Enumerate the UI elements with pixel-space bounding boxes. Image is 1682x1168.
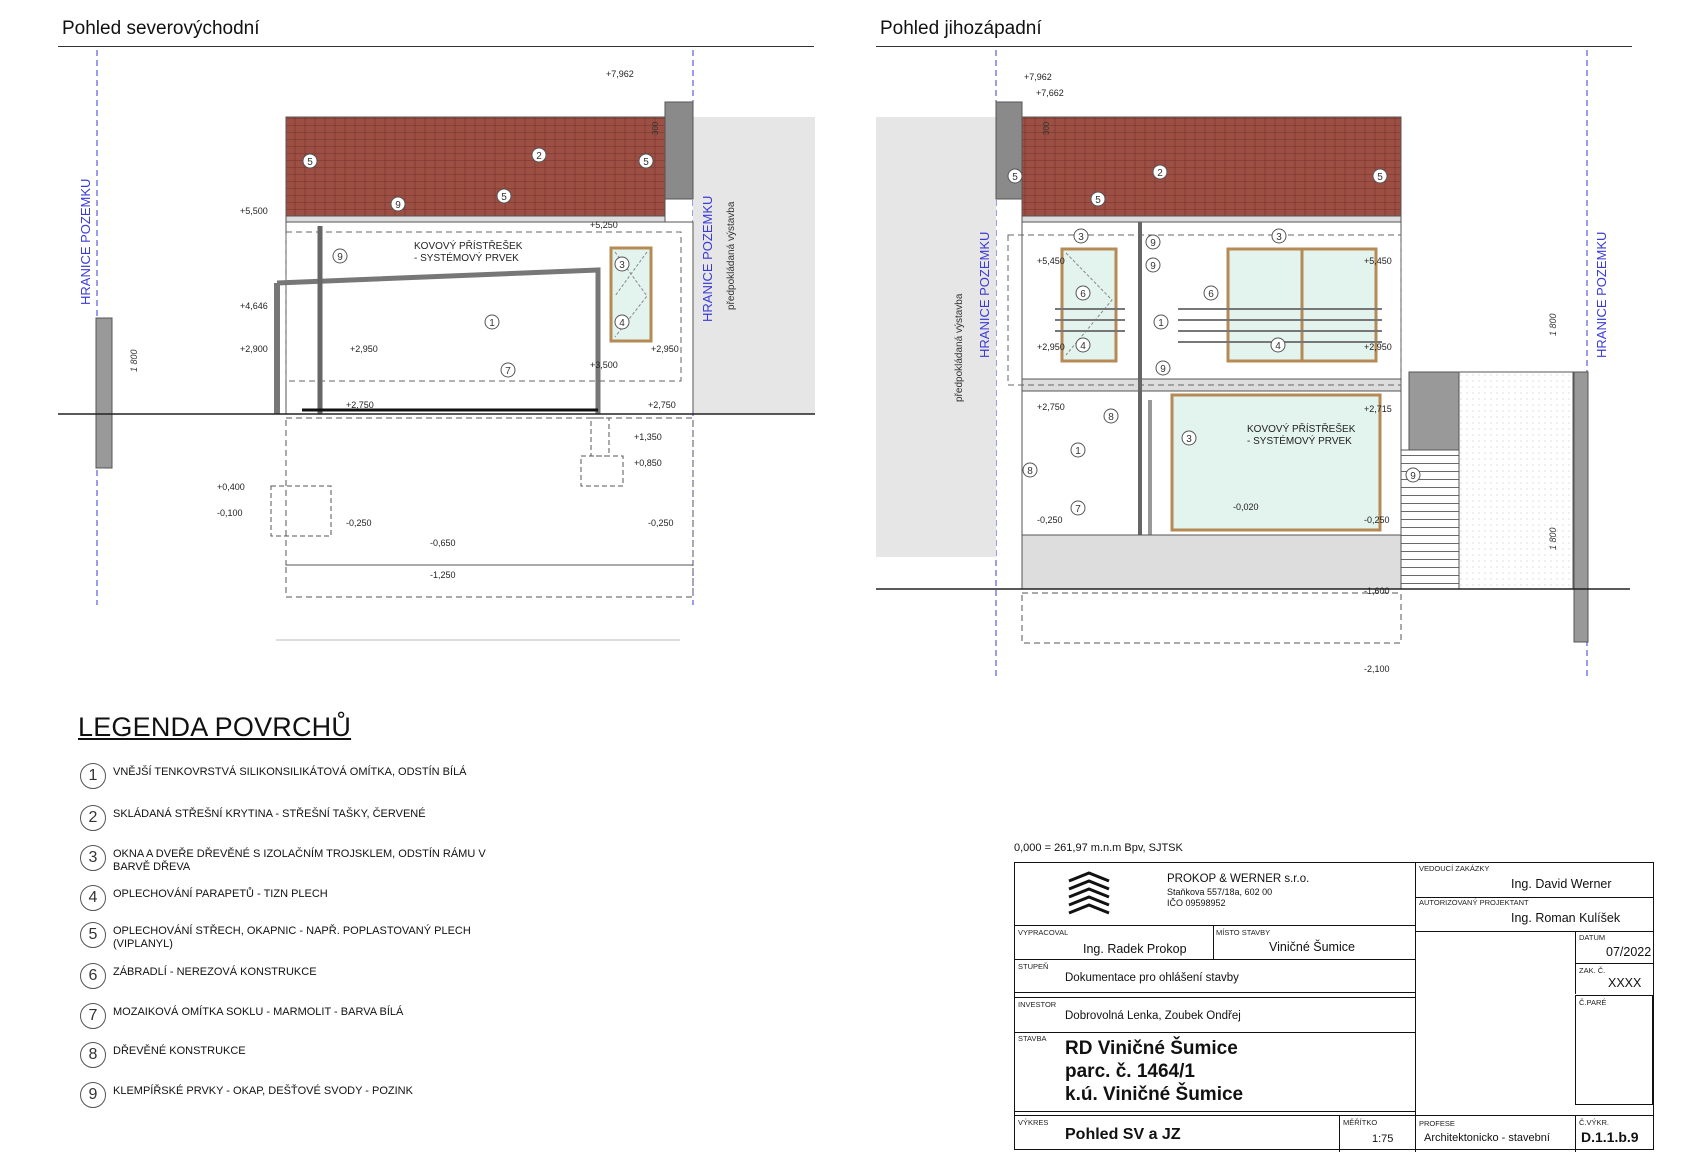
vypracoval-cell: VYPRACOVAL Ing. Radek Prokop bbox=[1015, 925, 1214, 960]
legend-number: 5 bbox=[80, 922, 106, 948]
plinth bbox=[1022, 535, 1401, 589]
svg-text:+2,750: +2,750 bbox=[346, 400, 374, 410]
svg-text:7: 7 bbox=[1075, 504, 1081, 515]
svg-text:-0,250: -0,250 bbox=[1037, 515, 1063, 525]
svg-text:7: 7 bbox=[505, 366, 511, 377]
sliding-door bbox=[1172, 395, 1380, 530]
svg-text:2: 2 bbox=[1157, 168, 1163, 179]
legend-item bbox=[80, 763, 520, 795]
svg-text:6: 6 bbox=[1208, 289, 1214, 300]
legend-text: OPLECHOVÁNÍ STŘECH, OKAPNIC - NAPŘ. POPLASTOVANÝ PLECH (VIPLANYL) bbox=[113, 925, 471, 950]
roof-tiles bbox=[286, 117, 665, 217]
svg-text:8: 8 bbox=[1108, 412, 1114, 423]
svg-text:+2,950: +2,950 bbox=[1037, 342, 1065, 352]
svg-text:4: 4 bbox=[619, 318, 625, 329]
legend-text: ZÁBRADLÍ - NEREZOVÁ KONSTRUKCE bbox=[113, 966, 317, 978]
view-title-southwest: Pohled jihozápadní bbox=[880, 18, 1042, 39]
legend-text: MOZAIKOVÁ OMÍTKA SOKLU - MARMOLIT - BARVA BÍLÁ bbox=[113, 1006, 404, 1018]
legend-item bbox=[80, 1082, 520, 1114]
svg-text:4: 4 bbox=[1275, 341, 1281, 352]
svg-text:+2,750: +2,750 bbox=[1037, 402, 1065, 412]
svg-text:-1,250: -1,250 bbox=[430, 570, 456, 580]
svg-text:5: 5 bbox=[307, 157, 313, 168]
svg-text:+7,662: +7,662 bbox=[1036, 88, 1064, 98]
boundary-label: HRANICE POZEMKU bbox=[1594, 231, 1609, 358]
svg-text:1: 1 bbox=[489, 318, 495, 329]
neighbour-label: předpokládaná výstavba bbox=[726, 201, 737, 310]
legend-item bbox=[80, 845, 520, 877]
svg-text:+5,250: +5,250 bbox=[590, 220, 618, 230]
datum-note: 0,000 = 261,97 m.n.m Bpv, SJTSK bbox=[1014, 842, 1183, 854]
company-address: Staňkova 557/18a, 602 00 bbox=[1167, 887, 1273, 897]
svg-text:5: 5 bbox=[1095, 195, 1101, 206]
svg-text:5: 5 bbox=[1377, 172, 1383, 183]
svg-text:+5,450: +5,450 bbox=[1364, 256, 1392, 266]
legend-number: 6 bbox=[80, 963, 106, 989]
view-title-northeast: Pohled severovýchodní bbox=[62, 18, 260, 39]
northeast-elevation bbox=[58, 50, 815, 640]
drawing-number: D.1.1.b.9 bbox=[1581, 1129, 1639, 1145]
svg-text:+2,950: +2,950 bbox=[350, 344, 378, 354]
roof-tiles bbox=[1022, 117, 1401, 217]
svg-text:-0,250: -0,250 bbox=[346, 518, 372, 528]
svg-text:+0,400: +0,400 bbox=[217, 482, 245, 492]
legend-item bbox=[80, 922, 520, 954]
carport-label: - SYSTÉMOVÝ PRVEK bbox=[1247, 436, 1352, 447]
legend-text: OPLECHOVÁNÍ PARAPETŮ - TIZN PLECH bbox=[113, 888, 328, 900]
dim-1800: 1 800 bbox=[1548, 313, 1558, 336]
chimney bbox=[665, 102, 693, 199]
svg-text:-0,020: -0,020 bbox=[1233, 502, 1259, 512]
company-ico: IČO 09598952 bbox=[1167, 898, 1226, 908]
chimney bbox=[996, 102, 1022, 199]
boundary-label: HRANICE POZEMKU bbox=[78, 178, 93, 305]
legend-number: 3 bbox=[80, 845, 106, 871]
fence-post bbox=[1574, 372, 1588, 642]
svg-text:5: 5 bbox=[1012, 172, 1018, 183]
svg-text:1: 1 bbox=[1075, 446, 1081, 457]
stupen-cell: STUPEŇ Dokumentace pro ohlášení stavby bbox=[1015, 959, 1415, 993]
svg-text:2: 2 bbox=[536, 151, 542, 162]
zak-cell: ZAK. Č. XXXX bbox=[1575, 963, 1654, 994]
boundary-label: HRANICE POZEMKU bbox=[977, 231, 992, 358]
svg-text:-2,100: -2,100 bbox=[1364, 664, 1390, 674]
stavba-cell: STAVBA RD Viničné Šumice parc. č. 1464/1 k.ú. Viničné Šumice bbox=[1015, 1031, 1415, 1112]
svg-text:3: 3 bbox=[1186, 434, 1192, 445]
svg-text:+0,850: +0,850 bbox=[634, 458, 662, 468]
legend-text: KLEMPÍŘSKÉ PRVKY - OKAP, DEŠŤOVÉ SVODY - POZINK bbox=[113, 1085, 413, 1097]
svg-text:4: 4 bbox=[1080, 341, 1086, 352]
legend-number: 9 bbox=[80, 1082, 106, 1108]
dim-1800: 1 800 bbox=[1548, 527, 1558, 550]
dim-300: 300 bbox=[651, 121, 660, 135]
drawing-name: Pohled SV a JZ bbox=[1065, 1126, 1181, 1143]
svg-text:+4,646: +4,646 bbox=[240, 301, 268, 311]
company-name: PROKOP & WERNER s.r.o. bbox=[1167, 873, 1310, 885]
legend-item bbox=[80, 1003, 520, 1035]
legend-number: 1 bbox=[80, 763, 106, 789]
svg-text:-1,600: -1,600 bbox=[1364, 586, 1390, 596]
fence-post bbox=[96, 318, 112, 468]
neighbour-label: předpokládaná výstavba bbox=[954, 293, 965, 402]
boundary-label: HRANICE POZEMKU bbox=[700, 195, 715, 322]
legend-text: VNĚJŠÍ TENKOVRSTVÁ SILIKONSILIKÁTOVÁ OMÍTKA, ODSTÍN BÍLÁ bbox=[113, 766, 467, 778]
svg-text:+2,950: +2,950 bbox=[651, 344, 679, 354]
svg-text:3: 3 bbox=[1078, 232, 1084, 243]
southwest-elevation bbox=[876, 50, 1630, 680]
svg-text:9: 9 bbox=[1150, 261, 1156, 272]
svg-text:+1,350: +1,350 bbox=[634, 432, 662, 442]
legend-number: 2 bbox=[80, 805, 106, 831]
dim-300: 300 bbox=[1042, 121, 1051, 135]
svg-text:+2,950: +2,950 bbox=[1364, 342, 1392, 352]
svg-text:9: 9 bbox=[1410, 471, 1416, 482]
pare-cell: Č.PARÉ bbox=[1575, 995, 1653, 1105]
legend-item bbox=[80, 885, 520, 917]
company-logo-icon bbox=[1065, 871, 1115, 923]
svg-text:6: 6 bbox=[1080, 289, 1086, 300]
carport-label: KOVOVÝ PŘÍSTŘEŠEK bbox=[414, 241, 523, 252]
svg-text:-0,100: -0,100 bbox=[217, 508, 243, 518]
misto-cell: MÍSTO STAVBY Viničné Šumice bbox=[1213, 925, 1415, 960]
investor-cell: INVESTOR Dobrovolná Lenka, Zoubek Ondřej bbox=[1015, 997, 1415, 1033]
legend-item bbox=[80, 963, 520, 995]
legend-title: LEGENDA POVRCHŮ bbox=[78, 712, 352, 742]
legend-text: DŘEVĚNÉ KONSTRUKCE bbox=[113, 1045, 246, 1057]
svg-text:+2,715: +2,715 bbox=[1364, 404, 1392, 414]
legend-text: OKNA A DVEŘE DŘEVĚNÉ S IZOLAČNÍM TROJSKLEM, ODSTÍN RÁMU V BARVĚ DŘEVA bbox=[113, 848, 486, 873]
dim-1800: 1 800 bbox=[129, 349, 139, 372]
legend-item bbox=[80, 805, 520, 837]
svg-text:9: 9 bbox=[395, 200, 401, 211]
drawing-row: VÝKRES Pohled SV a JZ MĚŘÍTKO 1:75 PROFESE Architektonicko - stavební Č.VÝKR. D.1.1.b.9 bbox=[1015, 1115, 1653, 1152]
svg-text:+5,450: +5,450 bbox=[1037, 256, 1065, 266]
legend-text: SKLÁDANÁ STŘEŠNÍ KRYTINA - STŘEŠNÍ TAŠKY, ČERVENÉ bbox=[113, 808, 426, 820]
svg-text:+7,962: +7,962 bbox=[606, 69, 634, 79]
svg-text:9: 9 bbox=[1160, 364, 1166, 375]
carport-label: - SYSTÉMOVÝ PRVEK bbox=[414, 253, 519, 264]
vedouci-cell: VEDOUCÍ ZAKÁZKY Ing. David Werner bbox=[1415, 863, 1654, 898]
svg-text:8: 8 bbox=[1027, 466, 1033, 477]
projektant-cell: AUTORIZOVANÝ PROJEKTANT Ing. Roman Kulíšek bbox=[1415, 897, 1654, 932]
svg-text:+5,500: +5,500 bbox=[240, 206, 268, 216]
legend-number: 4 bbox=[80, 885, 106, 911]
svg-text:9: 9 bbox=[337, 252, 343, 263]
svg-text:-0,650: -0,650 bbox=[430, 538, 456, 548]
svg-text:3: 3 bbox=[619, 260, 625, 271]
title-block bbox=[1014, 862, 1654, 1150]
svg-text:+7,962: +7,962 bbox=[1024, 72, 1052, 82]
carport-label: KOVOVÝ PŘÍSTŘEŠEK bbox=[1247, 424, 1356, 435]
svg-text:5: 5 bbox=[643, 157, 649, 168]
legend-number: 7 bbox=[80, 1003, 106, 1029]
svg-text:-0,250: -0,250 bbox=[648, 518, 674, 528]
svg-text:9: 9 bbox=[1150, 238, 1156, 249]
svg-text:+2,900: +2,900 bbox=[240, 344, 268, 354]
legend-number: 8 bbox=[80, 1042, 106, 1068]
svg-text:3: 3 bbox=[1276, 232, 1282, 243]
svg-text:5: 5 bbox=[501, 192, 507, 203]
svg-text:1: 1 bbox=[1158, 318, 1164, 329]
svg-text:+2,750: +2,750 bbox=[648, 400, 676, 410]
datum-cell: DATUM 07/2022 bbox=[1575, 931, 1654, 963]
svg-text:+3,500: +3,500 bbox=[590, 360, 618, 370]
legend-item bbox=[80, 1042, 520, 1074]
svg-text:-0,250: -0,250 bbox=[1364, 515, 1390, 525]
